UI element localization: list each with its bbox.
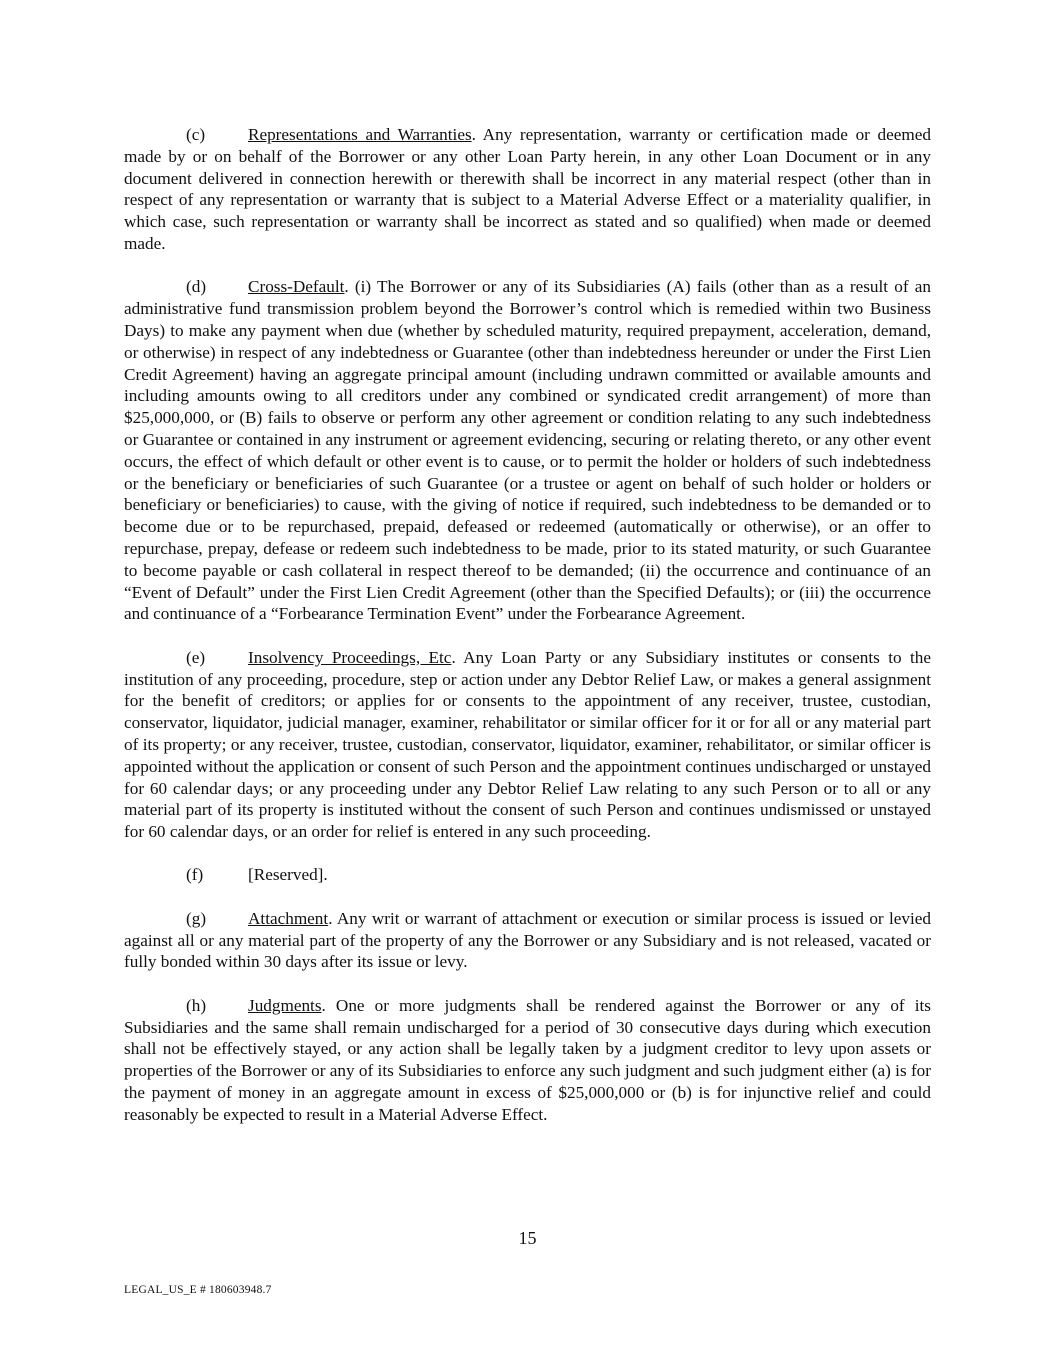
document-footer-id: LEGAL_US_E # 180603948.7 [124,1284,272,1296]
section-label: (g) [186,908,207,928]
section-text: . Any writ or warrant of attachment or execution or similar process is issued or levied against all or any material part of the property of any the Borrower or any Subsidiary and is not released, vacated or fully bonded within 30 days after its issue or levy. [124,908,931,972]
section-text: . (i) The Borrower or any of its Subsidiaries (A) fails (other than as a result of an administrative fund transmission problem beyond the Borrower’s control which is remedied within two Business Days) to make any payment when due (whether by scheduled maturity, required prepayment, acceleration, demand, or otherwise) in respect of any indebtedness or Guarantee (other than indebtedness hereunder or under the First Lien Credit Agreement) having an aggregate principal amount (including undrawn committed or available amounts and including amounts owing to all creditors under any combined or syndicated credit arrangement) of more than $25,000,000, or (B) fails to observe or perform any other agreement or condition relating to any such indebtedness or Guarantee or contained in any instrument or agreement evidencing, securing or relating thereto, or any other event occurs, the effect of which default or other event is to cause, or to permit the holder or holders of such indebtedness or the beneficiary or beneficiaries of such Guarantee (or a trustee or agent on behalf of such holder or holders or beneficiary or beneficiaries) to cause, with the giving of notice if required, such indebtedness to be demanded or to become due or to be repurchased, prepaid, defeased or redeemed (automatically or otherwise), or an offer to repurchase, prepay, defease or redeem such indebtedness to be made, prior to its stated maturity, or such Guarantee to become payable or cash collateral in respect thereof to be demanded; (ii) the occurrence and continuance of an “Event of Default” under the First Lien Credit Agreement (other than the Specified Defaults); or (iii) the occurrence and continuance of a “Forbearance Termination Event” under the Forbearance Agreement. [124,277,931,624]
section-heading: Insolvency Proceedings, Etc [248,647,452,667]
section-heading: Cross-Default [248,277,345,297]
section-label: (h) [186,995,207,1015]
section-label: (e) [186,647,206,667]
section-heading: Judgments [248,995,322,1015]
section-text: . One or more judgments shall be rendered against the Borrower or any of its Subsidiaries and the same shall remain undischarged for a period of 30 consecutive days during which execution shall not be effectively stayed, or any action shall be legally taken by a judgment creditor to levy upon assets or properties of the Borrower or any of its Subsidiaries to enforce any such judgment and such judgment either (a) is for the payment of money in an aggregate amount in excess of $25,000,000 or (b) is for injunctive relief and could reasonably be expected to result in a Material Adverse Effect. [124,995,931,1124]
section-label: (f) [186,865,204,885]
section-h [124,995,931,1126]
section-heading: Representations and Warranties [248,125,472,144]
section-label: (d) [186,277,207,297]
section-text: . Any Loan Party or any Subsidiary institutes or consents to the institution of any proceeding, procedure, step or action under any Debtor Relief Law, or makes a general assignment for the benefit of creditors; or applies for or consents to the appointment of any receiver, trustee, custodian, conservator, liquidator, judicial manager, examiner, rehabilitator or similar officer for it or for all or any material part of its property; or any receiver, trustee, custodian, conservator, liquidator, examiner, rehabilitator, or similar officer is appointed without the application or consent of such Person and the appointment continues undischarged or unstayed for 60 calendar days; or any proceeding under any Debtor Relief Law relating to any such Person or to all or any material part of its property is instituted without the consent of such Person and continues undismissed or unstayed for 60 calendar days, or an order for relief is entered in any such proceeding. [124,647,931,842]
section-heading: Attachment [248,908,329,928]
section-d [124,276,931,625]
section-g [124,908,931,973]
section-text: . Any representation, warranty or certification made or deemed made by or on behalf of the Borrower or any other Loan Party herein, in any other Loan Document or in any document delivered in connection herewith or therewith shall be incorrect in any material respect (other than in respect of any representation or warranty that is subject to a Material Adverse Effect or a materiality qualifier, in which case, such representation or warranty shall be incorrect as stated and so qualified) when made or deemed made. [124,125,932,253]
section-label: (c) [186,125,206,144]
section-c [124,124,931,255]
section-e [124,647,931,843]
section-f [124,864,931,886]
document-body [124,124,931,1147]
page-number: 15 [518,1228,537,1248]
section-text: [Reserved]. [248,865,328,885]
